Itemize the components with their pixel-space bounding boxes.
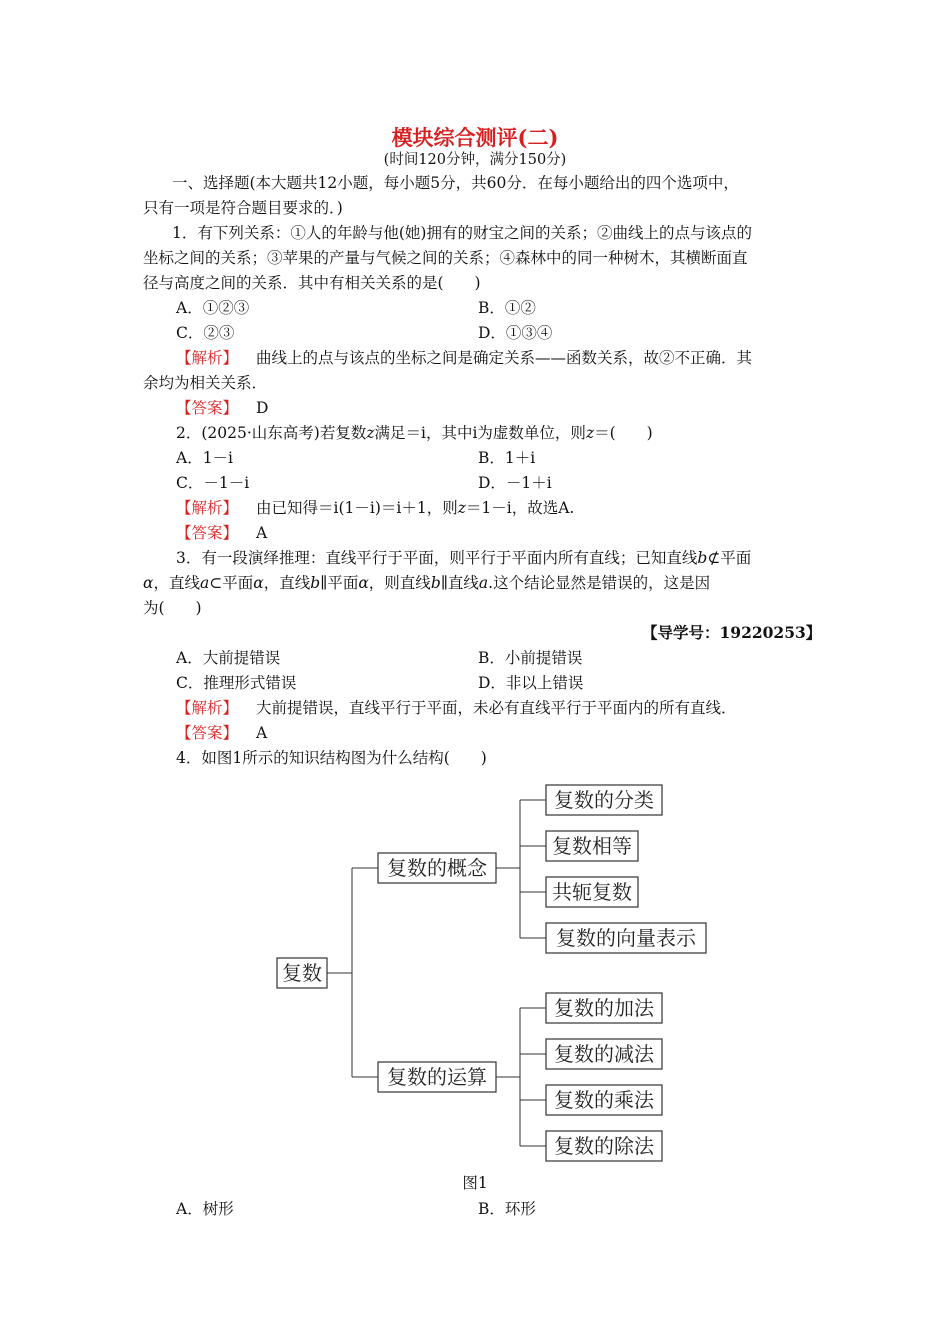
q2-option-b: B．1＋i [478, 449, 536, 467]
q3-option-d: D．非以上错误 [478, 674, 584, 692]
q2-answer-value: A [256, 524, 268, 542]
q2-answer [176, 522, 267, 544]
q3-stem-line1: 3．有一段演绎推理：直线平行于平面，则平行于平面内所有直线；已知直线b⊄平面 [176, 549, 752, 567]
leaf-node: 复数的乘法 [554, 1088, 654, 1112]
q3-stem-line2: α，直线a⊂平面α，直线b∥平面α，则直线b∥直线a.这个结论显然是错误的，这是因 [143, 574, 711, 592]
q3-answer [176, 722, 267, 744]
leaf-node: 复数的分类 [554, 788, 654, 812]
root-node: 复数 [282, 961, 322, 985]
q1-stem-line1: 1．有下列关系：①人的年龄与他(她)拥有的财宝之间的关系；②曲线上的点与该点的 [172, 224, 752, 242]
q1-option-c: C．②③ [176, 324, 235, 342]
leaf-node: 共轭复数 [552, 880, 632, 904]
leaf-node: 复数的除法 [554, 1134, 654, 1158]
q1-option-a: A．①②③ [176, 299, 250, 317]
leaf-node: 复数的向量表示 [556, 926, 696, 950]
analysis-tag: 【解析】 [176, 699, 239, 717]
q1-analysis-text-line1: 曲线上的点与该点的坐标之间是确定关系——函数关系，故②不正确．其 [256, 349, 753, 367]
q1-option-d: D．①③④ [478, 324, 553, 342]
q2-option-d: D．－1＋i [478, 474, 552, 492]
branch-node-concept: 复数的概念 [387, 856, 487, 880]
section-heading-line2: 只有一项是符合题目要求的．) [143, 199, 343, 217]
q3-answer-value: A [256, 724, 268, 742]
answer-tag: 【答案】 [176, 524, 239, 542]
leaf-node: 复数的减法 [554, 1042, 654, 1066]
leaf-node: 复数的加法 [554, 996, 654, 1020]
q2-stem: 2．(2025·山东高考)若复数z满足＝i，其中i为虚数单位，则z＝( ) [176, 424, 653, 442]
branch-node-operation: 复数的运算 [387, 1065, 487, 1089]
q4-option-b: B．环形 [478, 1200, 536, 1218]
q3-option-a: A．大前提错误 [176, 649, 281, 667]
page-subtitle: (时间120分钟，满分150分) [383, 152, 567, 168]
leaf-node: 复数相等 [552, 834, 632, 858]
q3-option-c: C．推理形式错误 [176, 674, 297, 692]
q1-analysis-text-line2: 余均为相关关系． [143, 374, 268, 392]
figure-caption: 图1 [462, 1174, 488, 1192]
q2-option-c: C．－1－i [176, 474, 250, 492]
q2-analysis: 【解析】 由已知得＝i(1－i)＝i＋1，则z＝1－i，故选A. [176, 499, 575, 517]
knowledge-structure-diagram [0, 780, 950, 1170]
q4-option-a: A．树形 [176, 1200, 234, 1218]
q1-stem-line2: 坐标之间的关系；③苹果的产量与气候之间的关系；④森林中的同一种树木，其横断面直 [143, 249, 748, 267]
q4-stem: 4．如图1所示的知识结构图为什么结构( ) [176, 749, 487, 767]
q3-option-b: B．小前提错误 [478, 649, 583, 667]
q1-answer-value: D [256, 399, 269, 417]
q3-analysis [176, 697, 737, 719]
analysis-tag: 【解析】 [176, 349, 239, 367]
q1-answer [176, 397, 268, 419]
q3-analysis-text: 大前提错误，直线平行于平面，未必有直线平行于平面内的所有直线． [256, 699, 737, 717]
analysis-tag: 【解析】 [176, 499, 239, 517]
answer-tag: 【答案】 [176, 724, 239, 742]
q3-stem-line3: 为( ) [143, 599, 202, 617]
q1-option-b: B．①② [478, 299, 536, 317]
guide-number: 【导学号：19220253】 [642, 623, 822, 642]
section-heading-line1: 一、选择题(本大题共12小题，每小题5分，共60分．在每小题给出的四个选项中， [172, 174, 739, 192]
q1-stem-line3: 径与高度之间的关系．其中有相关关系的是( ) [143, 274, 481, 292]
q1-analysis [176, 347, 752, 369]
answer-tag: 【答案】 [176, 399, 239, 417]
page-title: 模块综合测评(二) [391, 125, 559, 150]
q2-option-a: A．1－i [176, 449, 234, 467]
